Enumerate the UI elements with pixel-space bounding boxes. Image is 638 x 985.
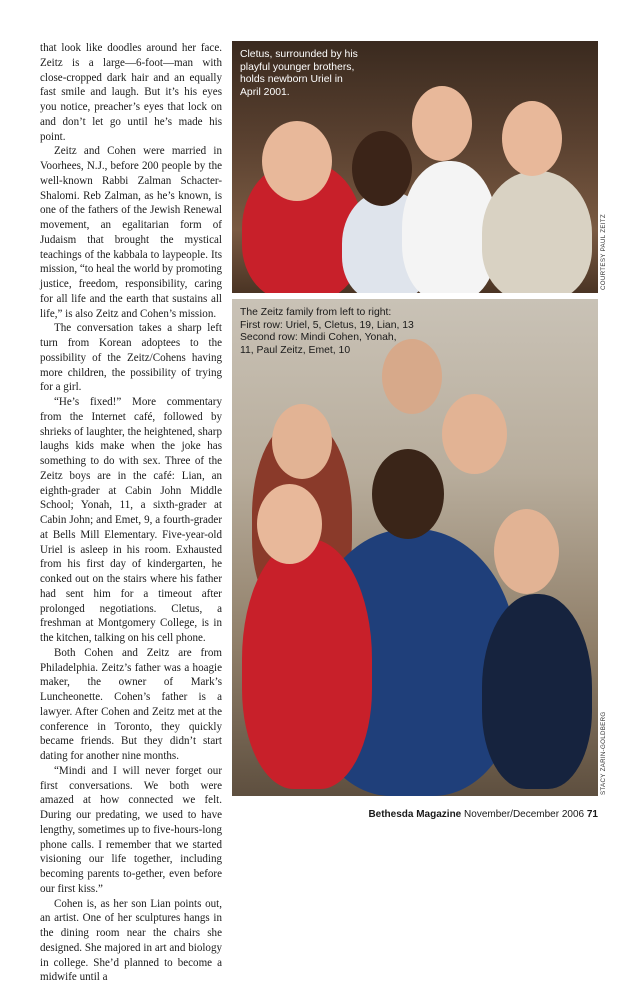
photo-credit: STACY ZARIN-GOLDBERG: [600, 712, 607, 795]
person-head: [494, 509, 559, 594]
caption-line: Cletus, surrounded by his: [240, 49, 358, 62]
article-paragraph: Both Cohen and Zeitz are from Philadelphia. Zeitz’s father was a hoagie maker, the owner of Mark’s Luncheonette. Cohen’s father is a lawyer. After Cohen and Zeitz met at the conference in Toronto, they quickly became friends. But they didn’t start dating for another nine months.: [40, 646, 222, 764]
caption-line: Second row: Mindi Cohen, Yonah,: [240, 332, 414, 345]
caption-line: playful younger brothers,: [240, 62, 358, 75]
page-number: 71: [587, 809, 598, 820]
caption-line: holds newborn Uriel in: [240, 74, 358, 87]
child-figure: [482, 171, 592, 293]
page-footer: [368, 809, 598, 820]
person-head: [272, 404, 332, 479]
article-paragraph: Zeitz and Cohen were married in Voorhees, N.J., before 200 people by the well-known Rabbi Zalman Schacter-Shalomi. Reb Zalman, as he’s known, is one of the fathers of the Jewish Renewal movement, an egalitarian form of Judaism that brought the mystical teachings of the kabbala to laypeople. Its mission, “to heal the world by promoting justice, freedom, responsibility, caring for all life and the earth that sustains all life,” is also Zeitz and Cohen’s mission.: [40, 144, 222, 321]
issue-date: November/December 2006: [464, 809, 584, 820]
person-head: [442, 394, 507, 474]
caption-line: April 2001.: [240, 87, 358, 100]
article-paragraph: “He’s fixed!” More commentary from the Internet café, followed by shrieks of laughter, the heightened, sharp laughs kids make when the joke has something to do with sex. Three of the Zeitz boys are in the café: Lian, an eighth-grader at Cabin John Middle School; Yonah, 11, a sixth-grader at Cabin John; and Emet, 9, a fourth-grader at Bells Mill Elementary. Five-year-old Uriel is asleep in his room. Exhausted from his first day of kindergarten, he conked out on the stairs where his father had sent him for a timeout after prolonged negotiations. Cletus, a freshman at Montgomery College, is in the kitchen, talking on his cell phone.: [40, 395, 222, 646]
child-head: [262, 121, 332, 201]
child-head: [502, 101, 562, 176]
magazine-name: Bethesda Magazine: [368, 809, 461, 820]
caption-line: 11, Paul Zeitz, Emet, 10: [240, 345, 414, 358]
photo-caption: [240, 307, 414, 357]
caption-line: The Zeitz family from left to right:: [240, 307, 414, 320]
child-head: [352, 131, 412, 206]
article-paragraph: The conversation takes a sharp left turn from Korean adoptees to the possibility of the Zeitz/Cohens having more children, the possibility of trying for a girl.: [40, 321, 222, 395]
family-photo-2001: [232, 41, 598, 293]
article-paragraph: “Mindi and I will never forget our first conversations. We both were amazed at how connected we felt. During our predating, we used to have lengthy, sometimes up to five-hours-long phone calls. I remember that we started visioning our life together, including becoming parents to-gether, even before our first kiss.”: [40, 764, 222, 897]
person-figure: [482, 594, 592, 789]
caption-line: First row: Uriel, 5, Cletus, 19, Lian, 13: [240, 320, 414, 333]
article-paragraph: that look like doodles around her face. Zeitz is a large—6-foot—man with close-cropped dark hair and an equally fast smile and laugh. But it’s his eyes you notice, preacher’s eyes that lock on and don’t let go until he’s made his point.: [40, 41, 222, 144]
person-head: [372, 449, 444, 539]
person-figure: [242, 539, 372, 789]
photo-credit: COURTESY PAUL ZEITZ: [600, 214, 607, 290]
article-paragraph: Cohen is, as her son Lian points out, an artist. One of her sculptures hangs in the dining room near the chairs she designed. She majored in art and biology in college. She’d planned to become a midwife until a: [40, 897, 222, 985]
article-column: [40, 41, 222, 985]
child-head: [412, 86, 472, 161]
family-photo-group: [232, 299, 598, 796]
photo-caption: [240, 49, 358, 99]
person-head: [257, 484, 322, 564]
